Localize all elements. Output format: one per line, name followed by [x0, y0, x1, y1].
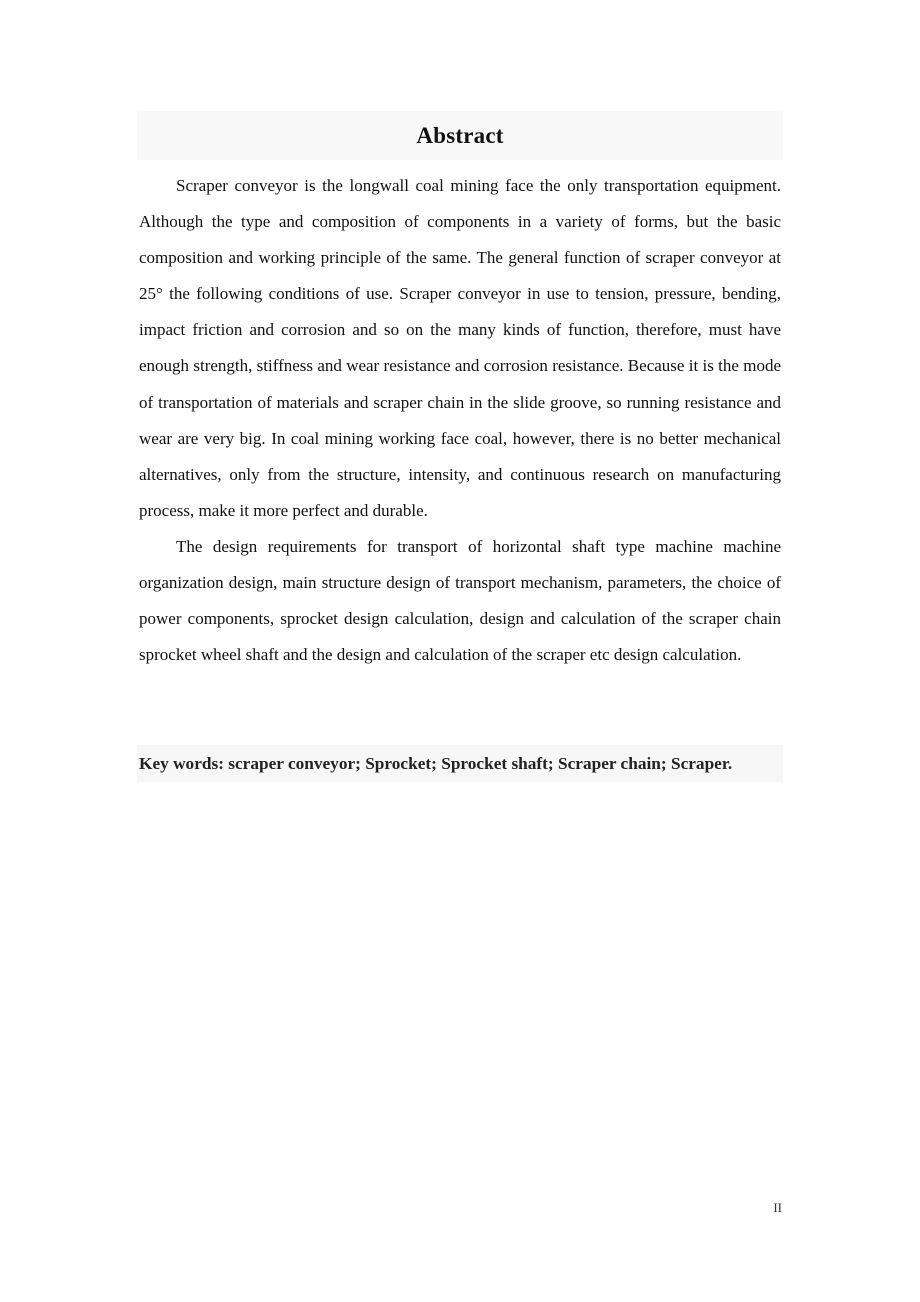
page-number: II [773, 1200, 782, 1215]
abstract-title: Abstract [416, 122, 504, 148]
abstract-body [139, 168, 781, 673]
keywords-line: Key words: scraper conveyor; Sprocket; Sprocket shaft; Scraper chain; Scraper. [139, 754, 733, 773]
title-band [137, 111, 783, 160]
abstract-paragraph-1: Scraper conveyor is the longwall coal mining face the only transportation equipment. Although the type and composition of components in a variety of forms, but the basic composition and working principle of the same. The general function of scraper conveyor at 25° the following conditions of use. Scraper conveyor in use to tension, pressure, bending, impact friction and corrosion and so on the many kinds of function, therefore, must have enough strength, stiffness and wear resistance and corrosion resistance. Because it is the mode of transportation of materials and scraper chain in the slide groove, so running resistance and wear are very big. In coal mining working face coal, however, there is no better mechanical alternatives, only from the structure, intensity, and continuous research on manufacturing process, make it more perfect and durable. [139, 176, 781, 520]
abstract-paragraph-2: The design requirements for transport of horizontal shaft type machine machine organization design, main structure design of transport mechanism, parameters, the choice of power components, sprocket design calculation, design and calculation of the scraper chain sprocket wheel shaft and the design and calculation of the scraper etc design calculation. [139, 536, 781, 665]
